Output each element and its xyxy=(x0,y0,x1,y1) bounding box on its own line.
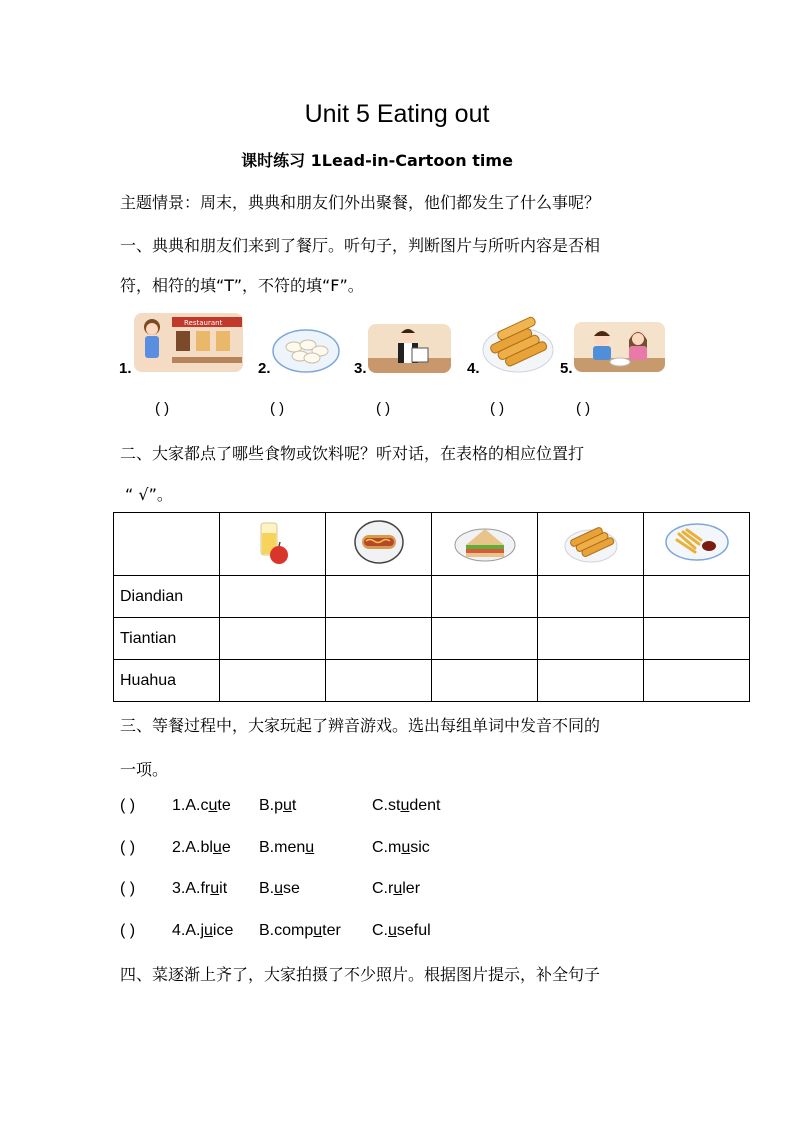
q2-option-c: C.music xyxy=(372,839,430,856)
row-label-diandian: Diandian xyxy=(114,576,220,618)
check-cell[interactable] xyxy=(538,660,644,702)
q1-option-c: C.student xyxy=(372,797,441,814)
answer-blank-q4[interactable]: ( ) xyxy=(120,922,136,939)
sandwich-icon xyxy=(454,521,516,563)
answer-blank-4[interactable]: ( ) xyxy=(490,400,505,417)
q1-option-b: B.put xyxy=(259,797,297,814)
kids-eating-picture xyxy=(574,322,665,372)
intro-text: 主题情景：周末，典典和朋友们外出聚餐，他们都发生了什么事呢？ xyxy=(120,193,601,212)
header-empty-cell xyxy=(114,513,220,576)
spring-rolls-picture xyxy=(482,316,554,374)
check-cell[interactable] xyxy=(432,660,538,702)
q3-option-c: C.ruler xyxy=(372,880,421,897)
q4-option-b: B.computer xyxy=(259,922,341,939)
part4-instruction-line1: 四、菜逐渐上齐了，大家拍摄了不少照片。根据图片提示，补全句子 xyxy=(120,965,601,984)
food-table xyxy=(113,512,750,702)
q3-option-b: B.use xyxy=(259,880,300,897)
answer-blank-3[interactable]: ( ) xyxy=(376,400,391,417)
check-cell[interactable] xyxy=(644,660,750,702)
hot-dog-header xyxy=(326,513,432,576)
item-number-5: 5. xyxy=(560,360,573,377)
q4-option-a: 4.A.juice xyxy=(172,922,234,939)
check-cell[interactable] xyxy=(220,660,326,702)
item-number-3: 3. xyxy=(354,360,367,377)
restaurant-girl-picture xyxy=(134,313,243,372)
waiter-menu-picture xyxy=(368,324,451,373)
check-cell[interactable] xyxy=(326,660,432,702)
q1-option-a: 1.A.cute xyxy=(172,797,231,814)
juice-apple-header xyxy=(220,513,326,576)
spring-rolls-header xyxy=(538,513,644,576)
item-number-2: 2. xyxy=(258,360,271,377)
french-fries-icon xyxy=(665,522,729,562)
check-cell[interactable] xyxy=(220,618,326,660)
check-cell[interactable] xyxy=(326,618,432,660)
hot-dog-icon xyxy=(354,519,404,565)
restaurant-sign-text: Restaurant xyxy=(184,319,223,327)
check-cell[interactable] xyxy=(432,576,538,618)
check-cell[interactable] xyxy=(538,618,644,660)
spring-rolls-icon xyxy=(564,520,618,564)
page-subtitle: 课时练习 1Lead-in-Cartoon time xyxy=(241,151,513,170)
sandwich-header xyxy=(432,513,538,576)
check-cell[interactable] xyxy=(644,618,750,660)
check-cell[interactable] xyxy=(432,618,538,660)
part2-instruction-line1: 二、大家都点了哪些食物或饮料呢？听对话，在表格的相应位置打 xyxy=(120,444,585,463)
check-cell[interactable] xyxy=(220,576,326,618)
part1-instruction-line2: 符，相符的填“T”，不符的填“F”。 xyxy=(120,276,364,295)
q2-option-a: 2.A.blue xyxy=(172,839,231,856)
check-cell[interactable] xyxy=(326,576,432,618)
item-number-4: 4. xyxy=(467,360,480,377)
check-cell[interactable] xyxy=(538,576,644,618)
q4-option-c: C.useful xyxy=(372,922,431,939)
answer-blank-2[interactable]: ( ) xyxy=(270,400,285,417)
answer-blank-5[interactable]: ( ) xyxy=(576,400,591,417)
part2-instruction-line2: “ √”。 xyxy=(125,485,173,504)
part3-instruction-line2: 一项。 xyxy=(120,760,169,779)
answer-blank-q2[interactable]: ( ) xyxy=(120,839,136,856)
french-fries-header xyxy=(644,513,750,576)
part3-instruction-line1: 三、等餐过程中，大家玩起了辨音游戏。选出每组单词中发音不同的 xyxy=(120,716,601,735)
row-label-huahua: Huahua xyxy=(114,660,220,702)
q3-option-a: 3.A.fruit xyxy=(172,880,228,897)
item-number-1: 1. xyxy=(119,360,132,377)
juice-icon xyxy=(253,517,293,567)
answer-blank-q1[interactable]: ( ) xyxy=(120,797,136,814)
dumplings-picture xyxy=(272,329,340,374)
row-label-tiantian: Tiantian xyxy=(114,618,220,660)
check-cell[interactable] xyxy=(644,576,750,618)
page-title: Unit 5 Eating out xyxy=(304,100,490,128)
q2-option-b: B.menu xyxy=(259,839,315,856)
answer-blank-1[interactable]: ( ) xyxy=(155,400,170,417)
part1-instruction-line1: 一、典典和朋友们来到了餐厅。听句子，判断图片与所听内容是否相 xyxy=(120,236,601,255)
answer-blank-q3[interactable]: ( ) xyxy=(120,880,136,897)
